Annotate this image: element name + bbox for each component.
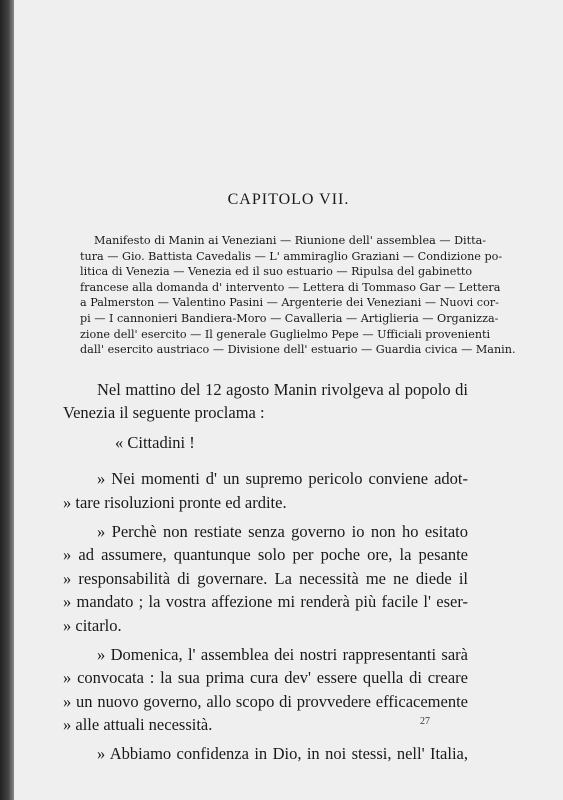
summary-line: francese alla domanda d' intervento — Lettera di Tommaso Gar — Lettera [80,280,501,294]
proclamation-line: » un nuovo governo, allo scopo di provvedere efficacemente [63,691,468,711]
summary-line: litica di Venezia — Venezia ed il suo estuario — Ripulsa del gabinetto [80,265,473,279]
summary-line: tura — Gio. Battista Cavedalis — L' ammiraglio Graziani — Condizione po- [80,249,503,263]
intro-line: Nel mattino del 12 agosto Manin rivolgeva al popolo di [97,380,468,399]
proclamation-line: » Domenica, l' assemblea dei nostri rappresentanti sarà [97,644,468,664]
proclamation-line: » tare risoluzioni pronte ed ardite. [63,492,287,512]
book-page [14,0,563,800]
proclamation-line: » responsabilità di governare. La necessità me ne diede il [63,568,468,588]
summary-line: Manifesto di Manin ai Veneziani — Riunione dell' assemblea — Ditta- [94,234,487,247]
proclamation-line: » Perchè non restiate senza governo io non ho esitato [97,521,468,541]
proclamation-line: » alle attuali necessità. [63,715,213,735]
summary-line: dall' esercito austriaco — Divisione dell' estuario — Guardia civica — Manin. [80,343,516,357]
salutation: « Cittadini ! [115,432,195,452]
summary-line: zione dell' esercito — Il generale Guglielmo Pepe — Ufficiali provenienti [80,327,491,341]
page-binding-edge [0,0,14,800]
intro-line: Venezia il seguente proclama : [63,403,265,423]
proclamation-line: » convocata : la sua prima cura dev' essere quella di creare [63,668,468,688]
proclamation-line: » ad assumere, quantunque solo per poche ore, la pesante [63,545,468,565]
proclamation-line: » Abbiamo confidenza in Dio, in noi stessi, nell' Italia, [97,744,468,764]
chapter-title: CAPITOLO VII. [227,191,350,208]
proclamation-line: » Nei momenti d' un supremo pericolo conviene adot- [97,469,468,489]
chapter-summary [80,233,516,358]
summary-line: a Palmerston — Valentino Pasini — Argenterie dei Veneziani — Nuovi cor- [80,296,499,310]
proclamation-line: » citarlo. [63,615,122,635]
summary-line: pi — I cannonieri Bandiera-Moro — Cavalleria — Artiglieria — Organizza- [80,311,499,325]
body-text [63,378,468,766]
proclamation-line: » mandato ; la vostra affezione mi renderà più facile l' eser- [63,592,468,612]
page-number: 27 [420,716,430,727]
